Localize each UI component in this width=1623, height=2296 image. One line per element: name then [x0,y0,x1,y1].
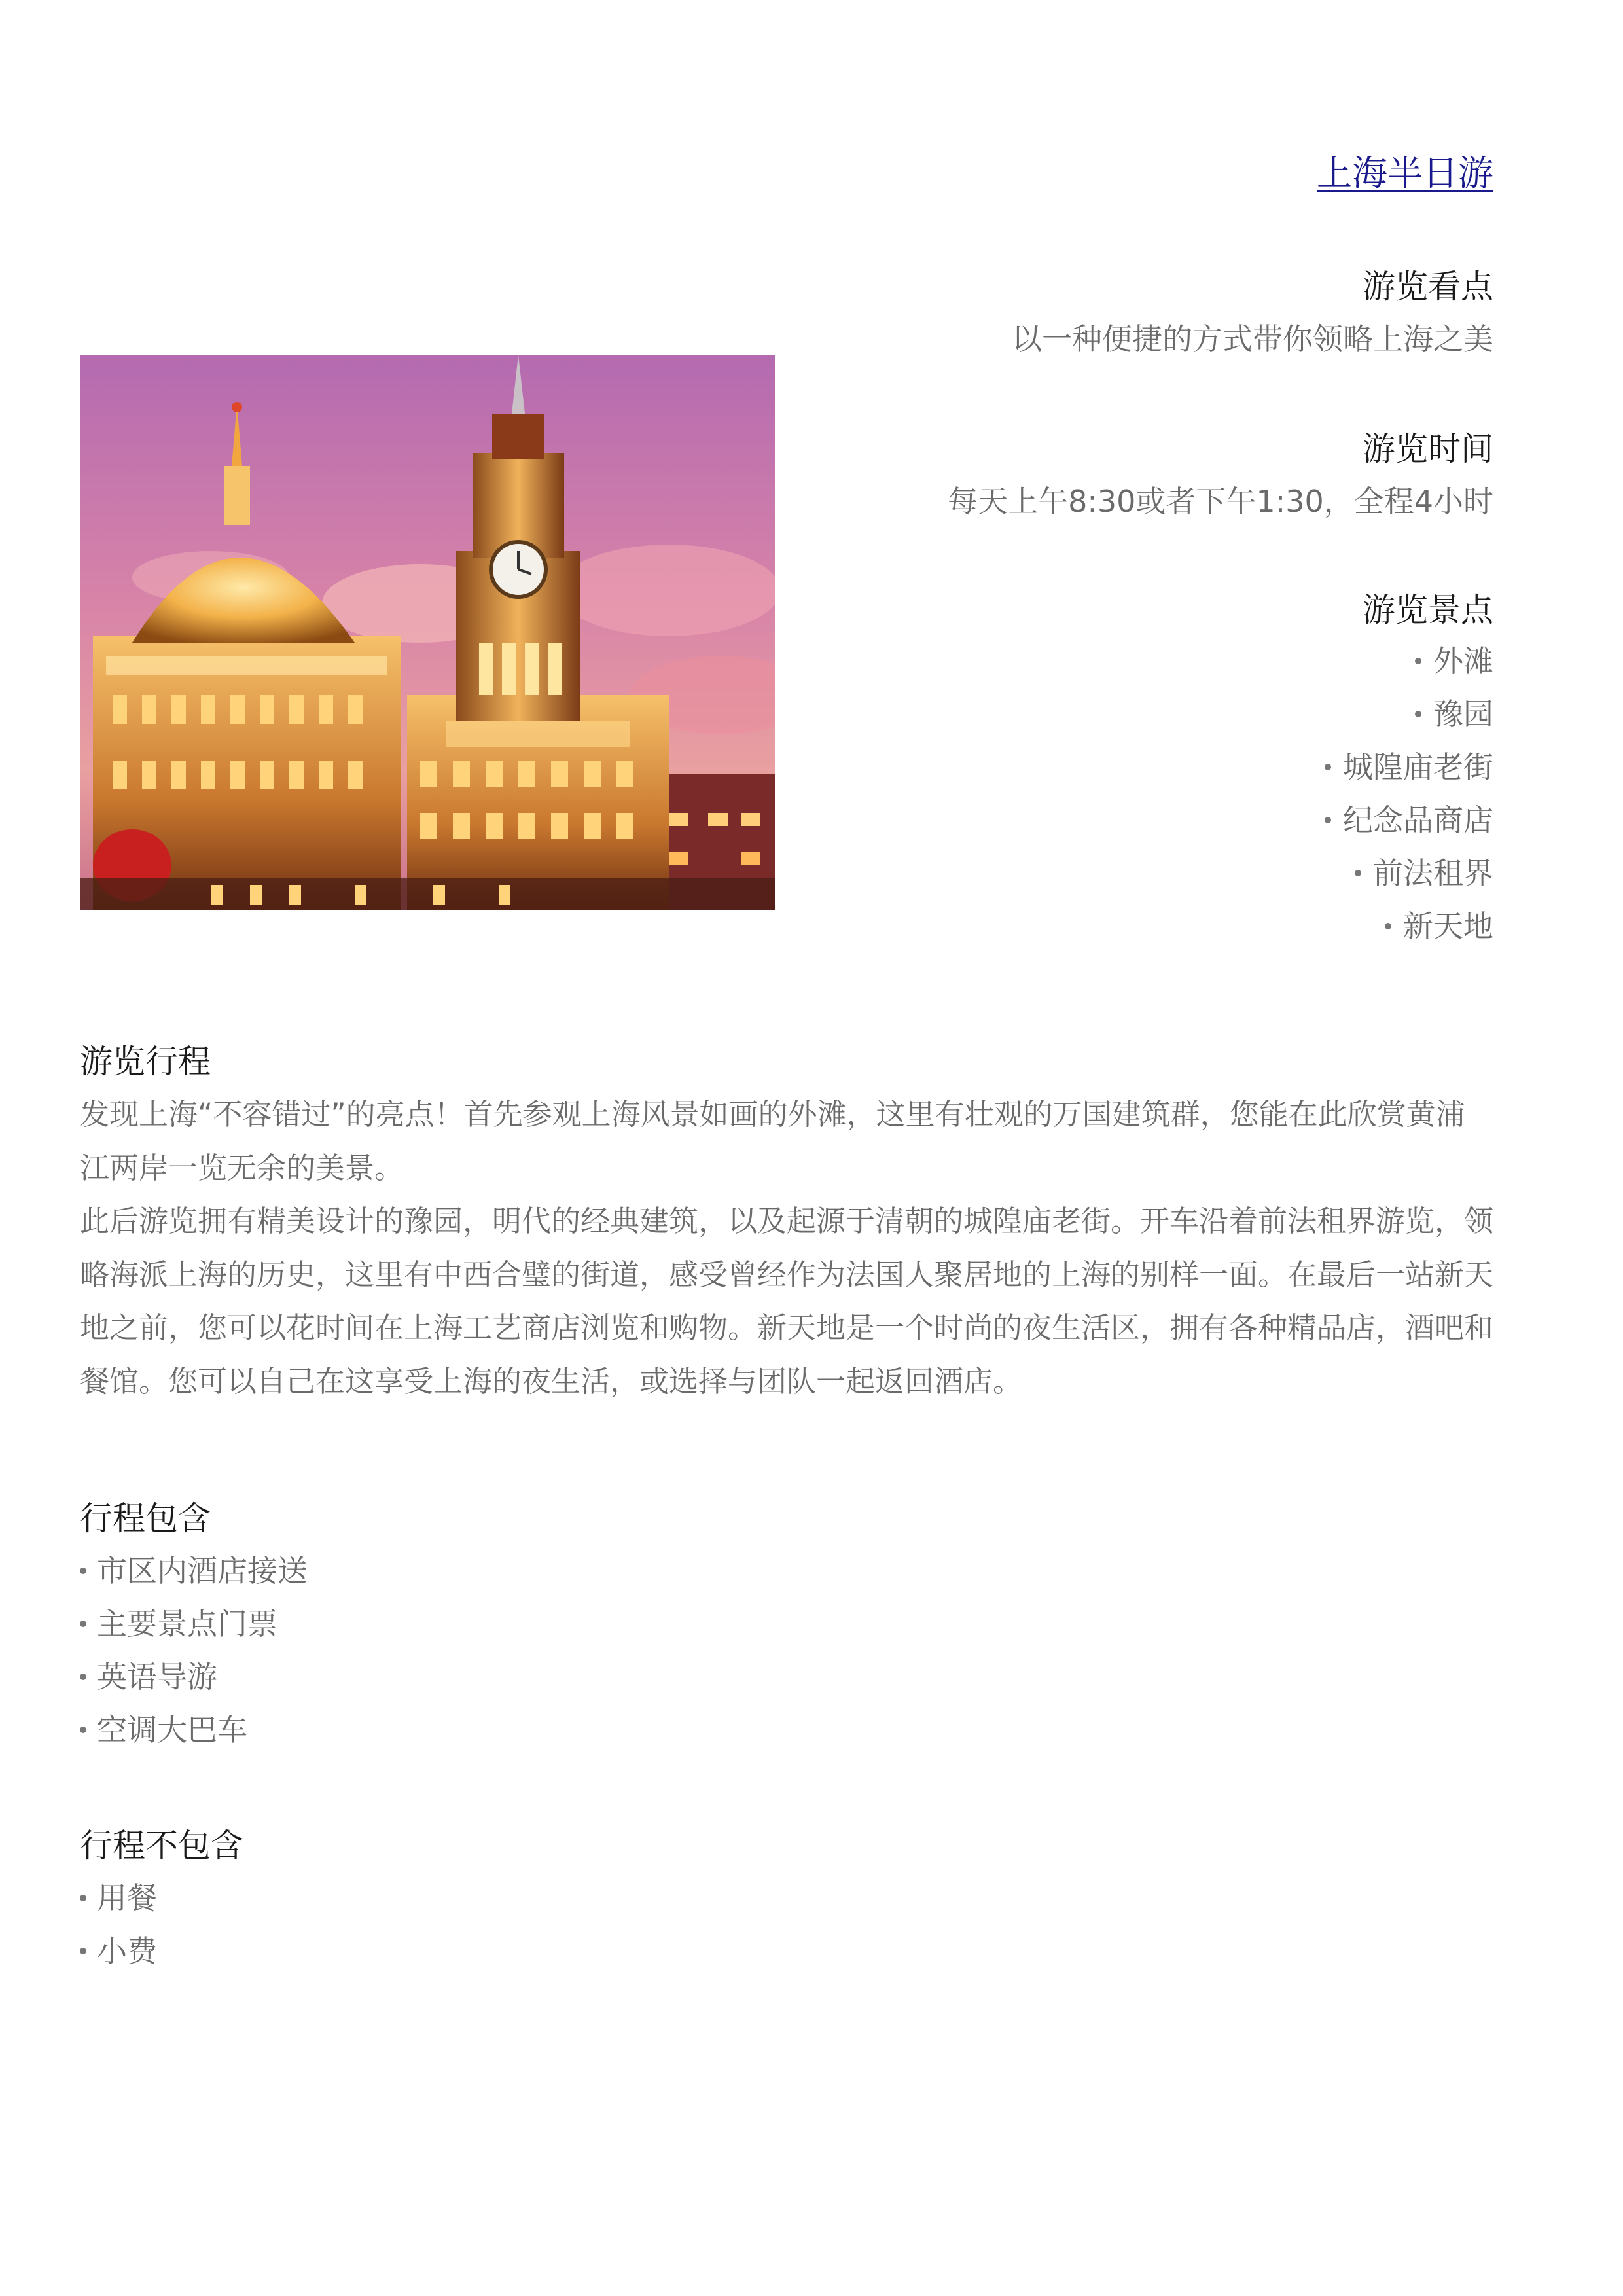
bund-photo [80,355,775,910]
time-heading: 游览时间 [1363,430,1493,468]
list-item: 纪念品商店 [839,794,1493,847]
included-heading: 行程包含 [80,1499,211,1537]
list-item: 城隍庙老街 [839,741,1493,794]
itinerary-heading: 游览行程 [80,1043,211,1081]
sights-list [839,635,1493,953]
highlights-heading: 游览看点 [1363,268,1493,306]
bullet-icon [80,1727,86,1733]
bullet-icon [80,1674,86,1680]
list-item: 豫园 [839,688,1493,741]
list-item: 市区内酒店接送 [80,1545,1493,1598]
highlights-text: 以一种便捷的方式带你领略上海之美 [1012,321,1493,357]
bullet-icon [80,1948,86,1954]
included-section [80,1492,1493,1757]
list-item: 新天地 [839,900,1493,953]
excluded-section [80,1820,1493,1978]
tour-info-column [839,262,1493,953]
list-item: 英语导游 [80,1651,1493,1704]
sights-heading: 游览景点 [1363,591,1493,629]
tour-title-link[interactable]: 上海半日游 [1317,152,1493,194]
bund-buildings-photo-icon [80,355,775,910]
list-item: 主要景点门票 [80,1598,1493,1651]
excluded-list [80,1872,1493,1978]
bullet-icon [1325,817,1331,823]
list-item: 前法租界 [839,847,1493,900]
bullet-icon [80,1895,86,1901]
time-section [839,424,1493,529]
list-item: 用餐 [80,1872,1493,1925]
highlights-section [839,262,1493,367]
bullet-icon [1325,764,1331,770]
excluded-heading: 行程不包含 [80,1827,243,1865]
bullet-icon [1355,870,1361,876]
list-item: 空调大巴车 [80,1704,1493,1757]
itinerary-paragraph: 发现上海“不容错过”的亮点！首先参观上海风景如画的外滩，这里有壮观的万国建筑群，您能在此欣赏黄浦江两岸一览无余的美景。 [80,1097,1465,1185]
sights-section [839,585,1493,953]
itinerary-paragraph: 此后游览拥有精美设计的豫园，明代的经典建筑，以及起源于清朝的城隍庙老街。开车沿着前法租界游览，领略海派上海的历史，这里有中西合璧的街道，感受曾经作为法国人聚居地的上海的别样一面。在最后一站新天地之前，您可以花时间在上海工艺商店浏览和购物。新天地是一个时尚的夜生活区，拥有各种精品店，酒吧和餐馆。您可以自己在这享受上海的夜生活，或选择与团队一起返回酒店。 [80,1204,1494,1399]
included-list [80,1545,1493,1757]
bullet-icon [1415,711,1421,717]
bullet-icon [80,1621,86,1627]
list-item: 外滩 [839,635,1493,688]
bullet-icon [1385,923,1391,929]
bullet-icon [80,1568,86,1574]
itinerary-text [80,1088,1493,1408]
time-text: 每天上午8:30或者下午1:30，全程4小时 [948,484,1493,519]
list-item: 小费 [80,1925,1493,1978]
itinerary-section [80,1035,1493,1408]
bullet-icon [1415,658,1421,664]
